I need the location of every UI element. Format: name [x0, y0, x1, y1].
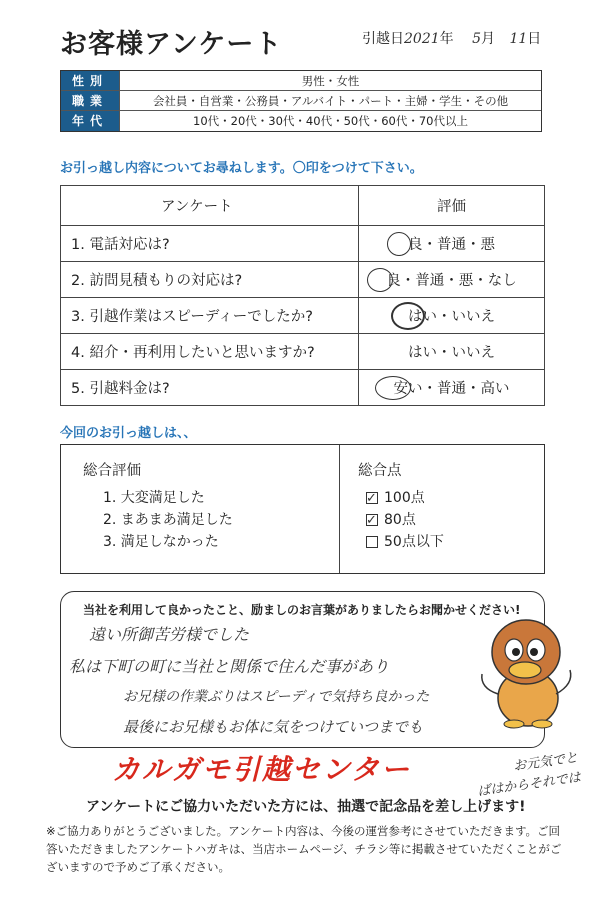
points-option — [366, 487, 544, 509]
gender-row — [61, 71, 541, 91]
age-label: 年代 — [61, 111, 119, 131]
survey-question: 2. 訪問見積もりの対応は? — [61, 262, 359, 298]
survey-question: 5. 引越料金は? — [61, 370, 359, 406]
eval-option: 3. 満足しなかった — [103, 534, 219, 550]
handwritten-note-line: ばはからそれでは — [476, 770, 582, 800]
instruction-text: お引っ越し内容についてお尋ねします。〇印をつけて下さい。 — [60, 161, 423, 176]
survey-question: 4. 紹介・再利用したいと思いますか? — [61, 334, 359, 370]
survey-row — [61, 262, 545, 298]
page-title: お客様アンケート — [60, 29, 283, 60]
move-date-day: 11 — [509, 31, 528, 47]
survey-answer-text: 良・普通・悪・なし — [386, 273, 517, 289]
survey-answer — [359, 262, 545, 298]
day-unit: 日 — [527, 31, 542, 47]
points-checkbox[interactable] — [366, 492, 378, 504]
handwritten-comment-line: 私は下町の町に当社と関係で住んだ事があり — [69, 657, 390, 676]
overall-points-section — [340, 445, 544, 573]
answer-circle-mark — [375, 376, 411, 400]
gender-value: 男性・女性 — [119, 71, 541, 90]
survey-answer-text: はい・いいえ — [408, 345, 495, 361]
survey-row — [61, 226, 545, 262]
month-unit: 月 — [481, 31, 496, 47]
age-value: 10代・20代・30代・40代・50代・60代・70代以上 — [119, 111, 541, 131]
occupation-row — [61, 91, 541, 111]
points-option — [366, 509, 544, 531]
overall-evaluation-box — [60, 444, 545, 574]
occupation-label: 職業 — [61, 91, 119, 110]
overall-eval-section — [61, 445, 340, 573]
points-checkbox[interactable] — [366, 536, 378, 548]
age-row — [61, 111, 541, 131]
handwritten-comment-line: 最後にお兄様もお体に気をつけていつまでも — [123, 718, 424, 736]
points-option — [366, 531, 544, 553]
answer-circle-mark — [391, 302, 425, 330]
survey-answer-text: はい・いいえ — [408, 309, 495, 325]
year-unit: 年 — [439, 31, 454, 47]
points-checkbox[interactable] — [366, 514, 378, 526]
move-date — [362, 28, 541, 48]
brand-logo: カルガモ引越センター — [112, 753, 411, 786]
survey-answer — [359, 226, 545, 262]
duck-mascot-icon — [470, 610, 580, 730]
survey-row — [61, 334, 545, 370]
overall-points-title: 総合点 — [358, 463, 402, 479]
survey-answer-text: 良・普通・悪 — [408, 237, 495, 253]
survey-answer-text: 安い・普通・高い — [393, 381, 510, 397]
survey-table — [60, 185, 545, 406]
survey-header-rating: 評価 — [359, 186, 545, 226]
points-label: 80点 — [384, 512, 416, 528]
move-date-label: 引越日 — [362, 31, 404, 47]
survey-answer — [359, 370, 545, 406]
points-label: 50点以下 — [384, 534, 444, 550]
survey-answer — [359, 334, 545, 370]
survey-row — [61, 370, 545, 406]
answer-circle-mark — [387, 232, 411, 256]
survey-question: 3. 引越作業はスピーディーでしたか? — [61, 298, 359, 334]
survey-header-row — [61, 186, 545, 226]
answer-circle-mark — [367, 268, 393, 292]
comment-prompt: 当社を利用して良かったこと、励ましのお言葉がありましたらお聞かせください! — [83, 603, 521, 617]
handwritten-comment-line: お兄様の作業ぶりはスピーディで気持ち良かった — [123, 689, 430, 705]
respondent-info-table — [60, 70, 542, 132]
move-date-month: 5 — [472, 31, 482, 47]
survey-answer — [359, 298, 545, 334]
handwritten-comment-line: 遠い所御苦労様でした — [89, 625, 250, 644]
points-label: 100点 — [384, 490, 425, 506]
gender-label: 性別 — [61, 71, 119, 90]
survey-row — [61, 298, 545, 334]
footnote: ※ご協力ありがとうございました。アンケート内容は、今後の運営参考にさせていただきます。ご回答いただきましたアンケートハガキは、当店ホームページ、チラシ等に掲載させていただくことがございますので予めご了承ください。 — [46, 824, 562, 874]
this-move-label: 今回のお引っ越しは、、 — [60, 426, 197, 441]
occupation-value: 会社員・自営業・公務員・アルバイト・パート・主婦・学生・その他 — [119, 91, 541, 110]
survey-question: 1. 電話対応は? — [61, 226, 359, 262]
handwritten-note-line: お元気でと — [512, 750, 579, 775]
survey-header-question: アンケート — [61, 186, 359, 226]
overall-eval-title: 総合評価 — [83, 463, 141, 479]
eval-option: 2. まあまあ満足した — [103, 512, 233, 528]
eval-option: 1. 大変満足した — [103, 490, 205, 506]
move-date-year: 2021 — [404, 31, 440, 47]
lottery-text: アンケートにご協力いただいた方には、抽選で記念品を差し上げます! — [86, 799, 526, 815]
